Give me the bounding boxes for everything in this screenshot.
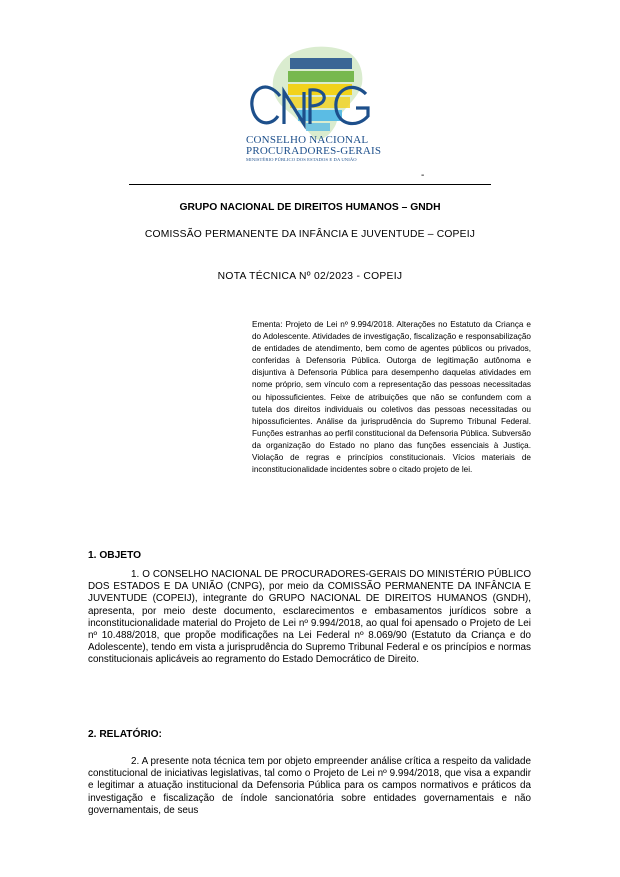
header-mark: -: [421, 170, 425, 181]
logo-caption: [246, 135, 386, 163]
section-2-heading: 2. RELATÓRIO:: [88, 729, 162, 740]
header-divider: [129, 184, 491, 185]
section-1-text: 1. O CONSELHO NACIONAL DE PROCURADORES-GERAIS DO MINISTÉRIO PÚBLICO DOS ESTADOS E DA UNIÃO (CNPG), por meio da COMISSÃO PERMANENTE DA INFÂNCIA E JUVENTUDE (COPEIJ), integrante do GRUPO NACIONAL DE DIREITOS HUMANOS (GNDH), apresenta, por meio deste documento, esclarecimentos e embasamentos jurídicos sobre a inconstitucionalidade material do Projeto de Lei nº 9.994/2018, ao qual foi apensado o Projeto de Lei nº 10.488/2018, que propõe modificações na Lei Federal nº 8.069/90 (Estatuto da Criança e do Adolescente), tendo em vista a jurisprudência do Supremo Tribunal Federal e os princípios e normas constitucionais aplicáveis ao regramento do Estado Democrático de Direito.: [88, 569, 531, 666]
logo-line-1: CONSELHO NACIONAL: [246, 134, 369, 146]
logo-line-2: PROCURADORES-GERAIS: [246, 145, 382, 157]
logo-letter-c: [252, 87, 280, 123]
group-title: GRUPO NACIONAL DE DIREITOS HUMANOS – GNDH: [179, 202, 441, 213]
section-2-text: 2. A presente nota técnica tem por objeto empreender análise crítica a respeito da validade constitucional de iniciativas legislativas, tal como o Projeto de Lei nº 9.994/2018, que visa a expandir e legitimar a atuação institucional da Defensoria Pública para os campos normativos e práticos da investigação e fiscalização de índole sancionatória sobre entidades governamentais e não governamentais, de seus: [88, 756, 531, 816]
commission-title: COMISSÃO PERMANENTE DA INFÂNCIA E JUVENTUDE – COPEIJ: [144, 229, 476, 240]
ementa-block: Ementa: Projeto de Lei nº 9.994/2018. Alterações no Estatuto da Criança e do Adolescente. Atividades de investigação, fiscalização e responsabilização de entidades de atendimento, bem como de agentes públicos ou privados, conferidas à Defensoria Pública. Outorga de legitimação autônoma e disjuntiva à Defensoria Pública para desempenho daquelas atividades em nome próprio, sem vínculo com a representação das pessoas necessitadas ou hipossuficientes. Feixe de atribuições que não se confundem com a tutela dos direitos individuais ou coletivos das pessoas necessitadas ou hipossuficientes. Análise da jurisprudência do Supremo Tribunal Federal. Funções estranhas ao perfil constitucional da Defensoria Pública. Subversão da organização do Estado no plano das funções essenciais à Justiça. Violação de regras e princípios constitucionais. Vícios materiais de inconstitucionalidade incidentes sobre o citado projeto de lei.: [252, 320, 531, 475]
section-1-paragraph: [88, 569, 531, 667]
section-1-heading: 1. OBJETO: [88, 550, 142, 561]
note-title: NOTA TÉCNICA Nº 02/2023 - COPEIJ: [217, 271, 403, 282]
section-2-paragraph: [88, 756, 531, 817]
logo-line-3: MINISTÉRIO PÚBLICO DOS ESTADOS E DA UNIÃO: [246, 157, 357, 162]
